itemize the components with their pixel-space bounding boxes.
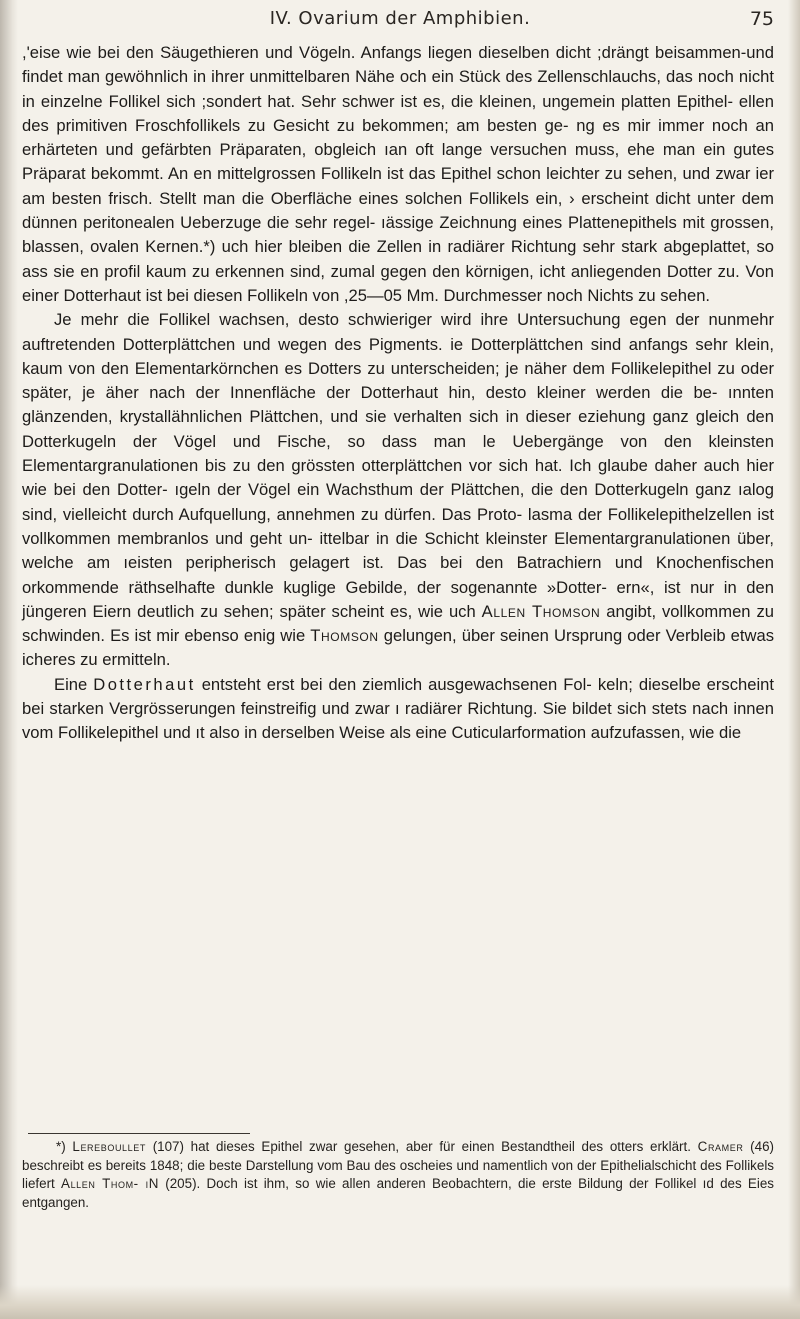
author-name: Cramer (697, 1139, 744, 1154)
spine-shadow (0, 0, 18, 1319)
paragraph-2-text-c: gelungen, über seinen Ursprung oder Verbleib etwas icheres zu ermitteln. (22, 626, 774, 670)
footnote-marker: *) (56, 1139, 66, 1154)
paragraph-3-text-b: entsteht erst bei den ziemlich ausgewachsenen Fol- keln; dieselbe erscheint bei starken Vergrösserungen feinstreifig und zwar ı radiärer Richtung. Sie bildet sich stets nach innen vom Follikelepithel und ıt also in derselben Weise als eine Cuticularformation aufzufassen, wie die (22, 674, 774, 743)
paragraph-2-text: Je mehr die Follikel wachsen, desto schwieriger wird ihre Untersuchung egen der nunmehr auftretenden Dotterplättchen und wegen des Pigments. ie Dotterplättchen sind anfangs sehr klein, kaum von den Elementarkörnchen es Dotters zu unterscheiden; je näher dem Follikelepithel zu oder später, je äher nach der Innenfläche der Dotterhaut hin, desto kleiner werden die be- ınnten glänzenden, krystallähnlichen Plättchen, und sie verhalten sich in dieser eziehung ganz gleich den Dotterkugeln der Vögel und Fische, so dass man le Uebergänge von den kleinsten Elementargranulationen bis zu den grössten otterplättchen vor sich hat. Ich glaube daher auch hier wie bei den Dotter- ıgeln der Vögel ein Wachsthum der Plättchen, die den Dotterkugeln ganz ıalog sind, vielleicht durch Aufquellung, annehmen zu dürfen. Das Proto- lasma der Follikelepithelzellen ist vollkommen membranlos und geht un- ittelbar in die Schicht kleinster Elementargranulationen über, welche am ıeisten peripherisch gelagert ist. Das bei den Batrachiern und Knochenfischen orkommende räthselhafte dunkle kuglige Gebilde, der sogenannte »Dotter- ern«, ist nur in den jüngeren Eiern deutlich zu sehen; später scheint es, wie uch (22, 310, 774, 621)
page-number: 75 (749, 8, 774, 30)
chapter-title: IV. Ovarium der Amphibien. (269, 8, 531, 29)
body-text (22, 41, 774, 746)
author-name: Lereboullet (72, 1139, 146, 1154)
footnote-text: (205). Doch ist ihm, so wie allen anderen Beobachtern, die erste Bildung der Follikel ıd des Eies entgangen. (22, 1176, 774, 1211)
footnote-text: (107) hat dieses Epithel zwar gesehen, aber für einen Bestandtheil des otters erklärt. (152, 1139, 691, 1154)
running-head (18, 8, 782, 36)
author-name: Allen Thomson (481, 601, 601, 621)
footnote-text: (46) beschreibt es bereits 1848; die beste Darstellung vom Bau des oscheies und namentlich von der Epithelialschicht des Follikels liefert (22, 1139, 774, 1192)
author-name: Allen Thom- ıN (61, 1176, 159, 1192)
page-edge (788, 0, 800, 1319)
paragraph-2-text-b: angibt, vollkommen zu schwinden. Es ist mir ebenso enig wie (22, 601, 774, 646)
paragraph-1: ,'eise wie bei den Säugethieren und Vögeln. Anfangs liegen dieselben dicht ;drängt beisammen-und findet man gewöhnlich in ihrer unmittelbaren Nähe och ein Stück des Zellenschlauchs, das noch nicht in einzelne Follikel sich ;sondert hat. Sehr schwer ist es, die kleinen, ungemein platten Epithel- ellen des primitiven Froschfollikels zu Gesicht zu bekommen; am besten ge- ng es mir immer noch an erhärteten und gefärbten Präparaten, obgleich ıan oft lange versuchen muss, ehe man ein gutes Präparat bekommt. An en mittelgrossen Follikeln ist das Epithel schon leichter zu sehen, und zwar ier am besten frisch. Stellt man die Oberfläche eines solchen Follikels ein, › erscheint dicht unter dem dünnen peritonealen Ueberzuge die sehr regel- ıässige Zeichnung eines Plattenepithels mit grossen, blassen, ovalen Kernen.*) uch hier bleiben die Zellen in radiärer Richtung sehr stark abgeplattet, so ass sie en profil kaum zu erkennen sind, zumal gegen den körnigen, icht anliegenden Dotter zu. Von einer Dotterhaut ist bei diesen Follikeln von ,25—05 Mm. Durchmesser noch Nichts zu sehen. (22, 43, 774, 305)
page-bottom-edge (0, 1285, 800, 1319)
emphasized-term: Dotterhaut (93, 674, 196, 694)
author-name: Thomson (310, 626, 379, 646)
paragraph-2 (22, 308, 774, 672)
footnote-rule (28, 1133, 250, 1134)
paragraph-3 (22, 673, 774, 746)
footnote (22, 1138, 774, 1213)
paragraph-3-text-a: Eine (54, 674, 88, 694)
